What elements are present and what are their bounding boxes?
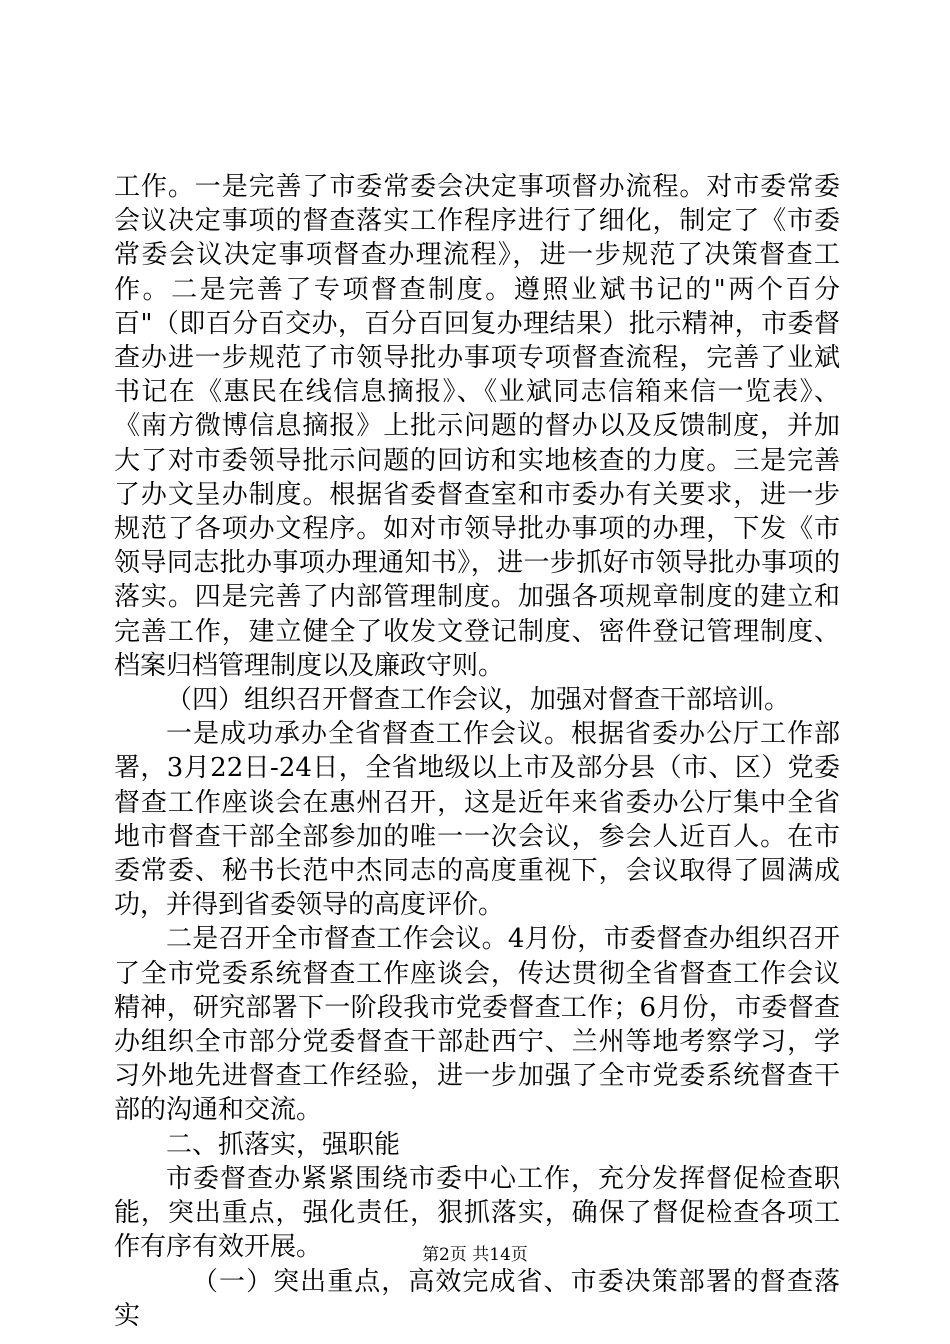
paragraph-section-intro: 市委督查办紧紧围绕市委中心工作，充分发挥督促检查职能，突出重点，强化责任，狠抓落实，确保了督促检查各项工作有序有效开展。 xyxy=(114,1163,840,1263)
paragraph-continuation: 工作。一是完善了市委常委会决定事项督办流程。对市委常委会议决定事项的督查落实工作程序进行了细化，制定了《市委常委会议决定事项督查办理流程》，进一步规范了决策督查工作。二是完善了专项督查制度。遵照业斌书记的"两个百分百"（即百分百交办，百分百回复办理结果）批示精神，市委督查办进一步规范了市领导批办事项专项督查流程，完善了业斌书记在《惠民在线信息摘报》、《业斌同志信箱来信一览表》、《南方微博信息摘报》上批示问题的督办以及反馈制度，并加大了对市委领导批示问题的回访和实地核查的力度。三是完善了办文呈办制度。根据省委督查室和市委办有关要求，进一步规范了各项办文程序。如对市领导批办事项的办理，下发《市领导同志批办事项办理通知书》，进一步抓好市领导批办事项的落实。四是完善了内部管理制度。加强各项规章制度的建立和完善工作，建立健全了收发文登记制度、密件登记管理制度、档案归档管理制度以及廉政守则。 xyxy=(114,172,840,681)
page-number-footer: 第2页 共14页 xyxy=(422,1245,528,1265)
subsection-heading-one: （一）突出重点，高效完成省、市委决策部署的督查落实 xyxy=(114,1266,840,1331)
section-heading-two: 二、抓落实，强职能 xyxy=(166,1129,401,1160)
document-body xyxy=(114,170,840,1333)
paragraph-provincial-meeting: 一是成功承办全省督查工作会议。根据省委办公厅工作部署，3月22日-24日，全省地级以上市及部分县（市、区）党委督查工作座谈会在惠州召开，这是近年来省委办公厅集中全省地市督查干部全部参加的唯一一次会议，参会人近百人。在市委常委、秘书长范中杰同志的高度重视下，会议取得了圆满成功，并得到省委领导的高度评价。 xyxy=(114,719,840,921)
section-heading-four: （四）组织召开督查工作会议，加强对督查干部培训。 xyxy=(166,685,791,716)
paragraph-city-meeting: 二是召开全市督查工作会议。4月份，市委督查办组织召开了全市党委系统督查工作座谈会，传达贯彻全省督查工作会议精神，研究部署下一阶段我市党委督查工作；6月份，市委督查办组织全市部分党委督查干部赴西宁、兰州等地考察学习，学习外地先进督查工作经验，进一步加强了全市党委系统督查干部的沟通和交流。 xyxy=(114,924,840,1126)
